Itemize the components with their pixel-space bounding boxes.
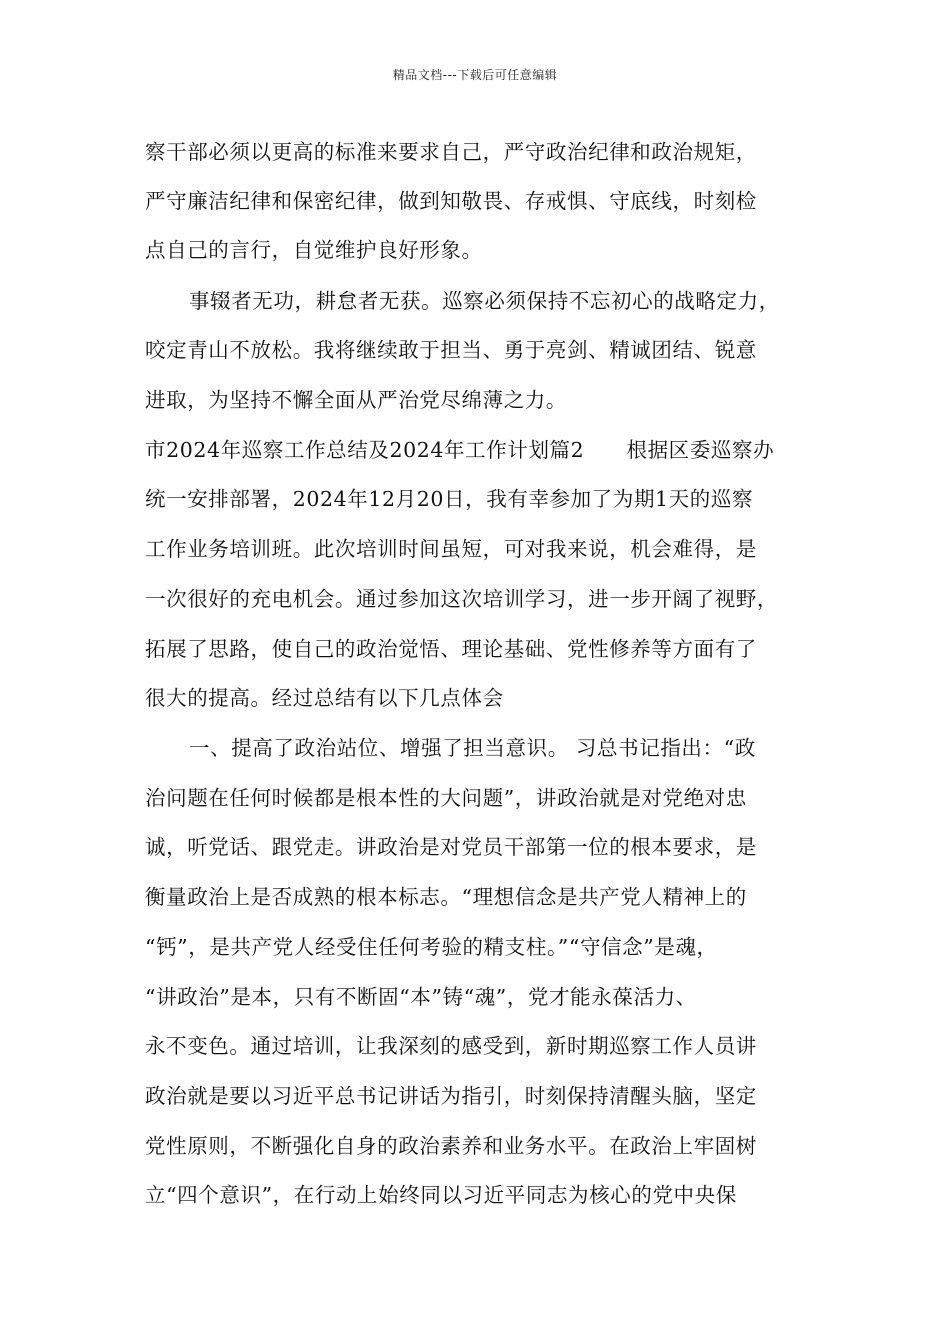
text-line: “讲政治”是本，只有不断固“本”铸“魂”，党才能永葆活力、 — [145, 985, 697, 1009]
text-line: 工作业务培训班。此次培训时间虽短，可对我来说，机会难得，是 — [145, 537, 757, 561]
text-line: 进取，为坚持不懈全面从严治党尽绵薄之力。 — [145, 388, 567, 412]
text-line: 市2024年巡察工作总结及2024年工作计划篇2 根据区委巡察办 — [145, 438, 775, 462]
text-line: 严守廉洁纪律和保密纪律，做到知敬畏、存戒惧、守底线，时刻检 — [145, 189, 757, 213]
text-line: 拓展了思路，使自己的政治觉悟、理论基础、党性修养等方面有了 — [145, 637, 757, 661]
text-line: 一次很好的充电机会。通过参加这次培训学习，进一步开阔了视野， — [145, 587, 778, 611]
text-line: “钙”，是共产党人经受住任何考验的精支柱。”“守信念”是魂， — [145, 935, 718, 959]
text-line: 诚，听党话、跟党走。讲政治是对党员干部第一位的根本要求，是 — [145, 835, 757, 859]
text-line: 一、提高了政治站位、增强了担当意识。 习总书记指出：“政 — [189, 736, 756, 760]
text-line: 党性原则，不断强化自身的政治素养和业务水平。在政治上牢固树 — [145, 1134, 757, 1158]
text-line: 政治就是要以习近平总书记讲话为指引，时刻保持清醒头脑，坚定 — [145, 1084, 757, 1108]
text-line: 统一安排部署，2024年12月20日，我有幸参加了为期1天的巡察 — [145, 487, 754, 511]
text-line: 治问题在任何时候都是根本性的大问题”，讲政治就是对党绝对忠 — [145, 786, 747, 810]
text-line: 点自己的言行，自觉维护良好形象。 — [145, 238, 483, 262]
text-line: 立“四个意识”，在行动上始终同以习近平同志为核心的党中央保 — [145, 1183, 737, 1207]
text-line: 很大的提高。经过总结有以下几点体会 — [145, 686, 504, 710]
text-line: 永不变色。通过培训，让我深刻的感受到，新时期巡察工作人员讲 — [145, 1034, 757, 1058]
text-line: 衡量政治上是否成熟的根本标志。“理想信念是共产党人精神上的 — [145, 885, 747, 909]
text-line: 察干部必须以更高的标准来要求自己，严守政治纪律和政治规矩， — [145, 140, 757, 164]
text-line: 事辍者无功，耕怠者无获。巡察必须保持不忘初心的战略定力， — [189, 289, 780, 313]
page-header: 精品文档---下载后可任意编辑 — [392, 68, 558, 82]
text-line: 咬定青山不放松。我将继续敢于担当、勇于亮剑、精诚团结、锐意 — [145, 338, 757, 362]
